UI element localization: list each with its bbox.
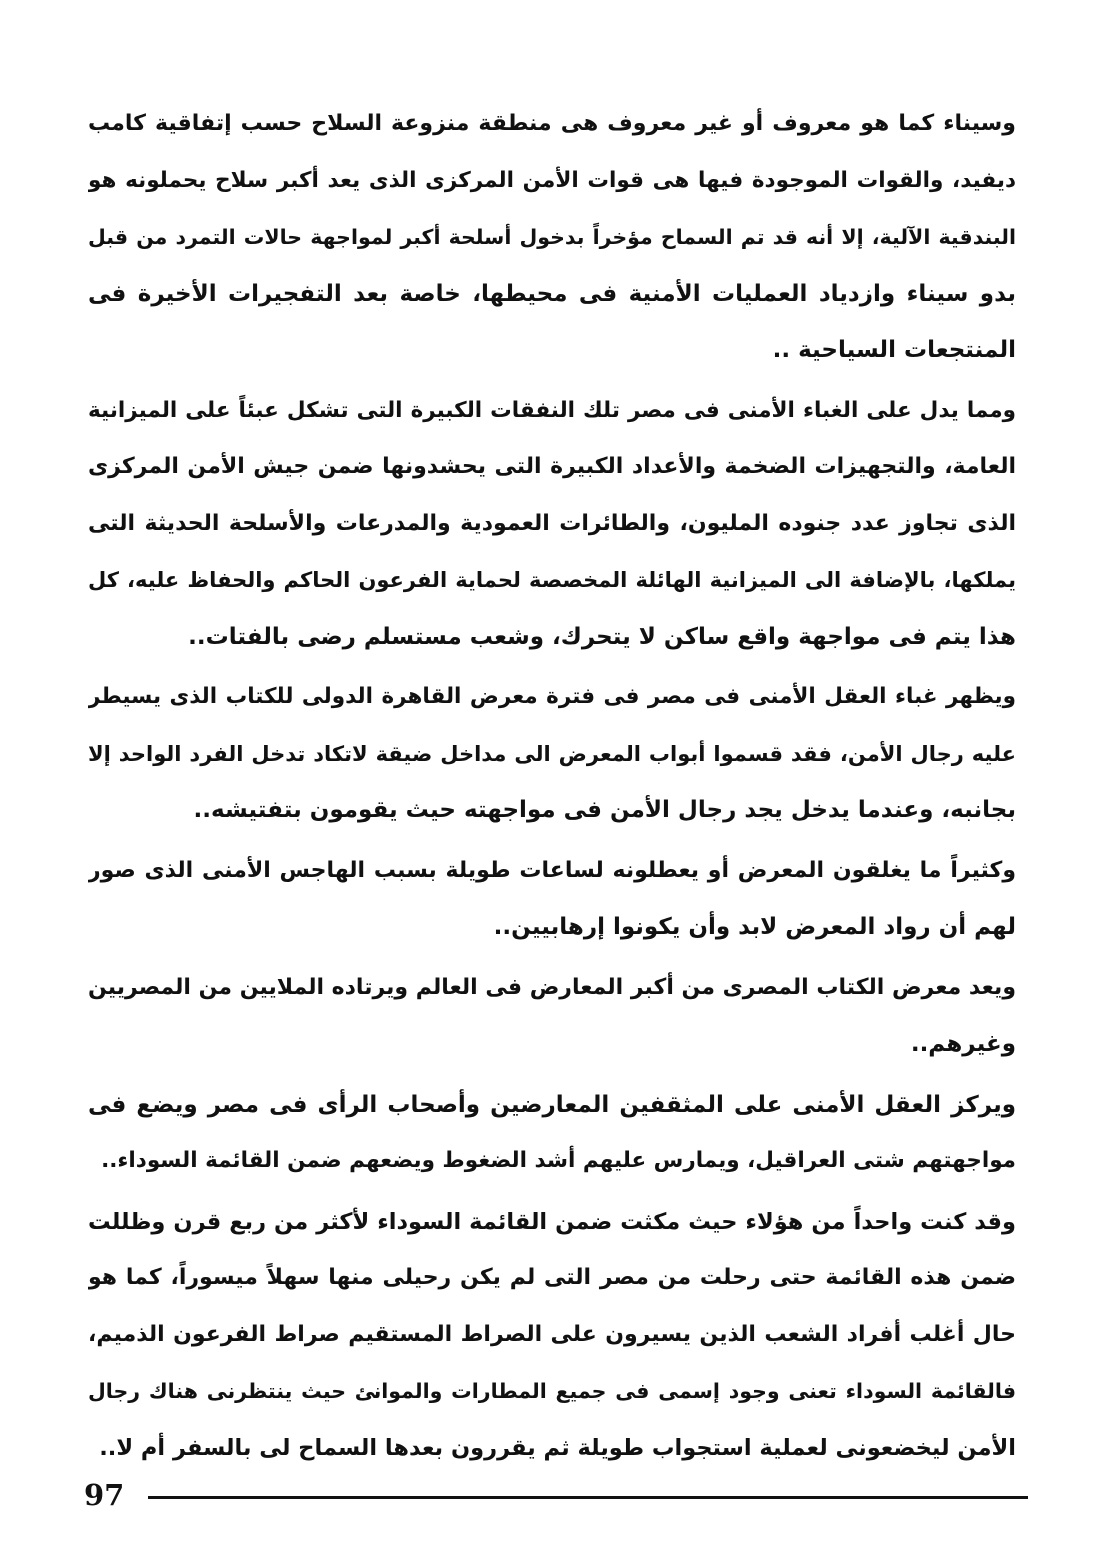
text-line: مواجهتهم شتى العراقيل، ويمارس عليهم أشد الضغوط ويضعهم ضمن القائمة السوداء.. (101, 1148, 1016, 1173)
footer-rule (148, 1496, 1028, 1499)
text-line: بجانبه، وعندما يدخل يجد رجال الأمن فى مواجهته حيث يقومون بتفتيشه.. (193, 797, 1016, 823)
text-line: ضمن هذه القائمة حتى رحلت من مصر التى لم يكن رحيلى منها سهلاً ميسوراً، كما هو (88, 1265, 1016, 1290)
text-line: وغيرهم.. (910, 1031, 1016, 1057)
text-line: بدو سيناء وازدياد العمليات الأمنية فى محيطها، خاصة بعد التفجيرات الأخيرة فى (88, 280, 1016, 307)
text-line: ومما يدل على الغباء الأمنى فى مصر تلك النفقات الكبيرة التى تشكل عبئاً على الميزانية (88, 397, 1016, 423)
text-line: ويظهر غباء العقل الأمنى فى مصر فى فترة معرض القاهرة الدولى للكتاب الذى يسيطر (88, 684, 1016, 709)
page-number: 97 (84, 1478, 125, 1512)
text-line: عليه رجال الأمن، فقد قسموا أبواب المعرض الى مداخل ضيقة لاتكاد تدخل الفرد الواحد إلا (88, 741, 1016, 766)
text-line: المنتجعات السياحية .. (772, 337, 1016, 363)
body-text (88, 96, 1016, 1476)
paragraph (88, 1077, 1016, 1190)
text-line: العامة، والتجهيزات الضخمة والأعداد الكبيرة التى يحشدونها ضمن جيش الأمن المركزى (88, 454, 1016, 479)
text-line: الأمن ليخضعونى لعملية استجواب طويلة ثم يقررون بعدها السماح لى بالسفر أم لا.. (99, 1434, 1016, 1461)
text-line: يملكها، بالإضافة الى الميزانية الهائلة المخصصة لحماية الفرعون الحاكم والحفاظ عليه، كل (88, 568, 1016, 592)
text-line: وسيناء كما هو معروف أو غير معروف هى منطقة منزوعة السلاح حسب إتفاقية كامب (88, 111, 1016, 136)
text-line: لهم أن رواد المعرض لابد وأن يكونوا إرهابيين.. (493, 914, 1016, 940)
paragraph (88, 1194, 1016, 1477)
text-line: البندقية الآلية، إلا أنه قد تم السماح مؤخراً بدخول أسلحة أكبر لمواجهة حالات التمرد من قبل (88, 225, 1016, 249)
paragraph (88, 669, 1016, 839)
paragraph (88, 960, 1016, 1073)
text-line: ويركز العقل الأمنى على المثقفين المعارضين وأصحاب الرأى فى مصر ويضع فى (88, 1091, 1016, 1118)
text-line: وكثيراً ما يغلقون المعرض أو يعطلونه لساعات طويلة بسبب الهاجس الأمنى الذى صور (88, 857, 1016, 883)
text-line: الذى تجاوز عدد جنوده المليون، والطائرات العمودية والمدرعات والأسلحة الحديثة التى (88, 510, 1016, 536)
page-footer (84, 1475, 1028, 1515)
text-line: ويعد معرض الكتاب المصرى من أكبر المعارض فى العالم ويرتاده الملايين من المصريين (88, 974, 1016, 1000)
text-line: فالقائمة السوداء تعنى وجود إسمى فى جميع المطارات والموانئ حيث ينتظرنى هناك رجال (88, 1379, 1016, 1403)
text-line: حال أغلب أفراد الشعب الذين يسيرون على الصراط المستقيم صراط الفرعون الذميم، (88, 1321, 1016, 1347)
paragraph (88, 383, 1016, 666)
text-line: ديفيد، والقوات الموجودة فيها هى قوات الأمن المركزى الذى يعد أكبر سلاح يحملونه هو (88, 167, 1016, 193)
text-line: هذا يتم فى مواجهة واقع ساكن لا يتحرك، وشعب مستسلم رضى بالفتات.. (188, 623, 1016, 650)
paragraph (88, 843, 1016, 956)
text-line: وقد كنت واحداً من هؤلاء حيث مكثت ضمن القائمة السوداء لأكثر من ربع قرن وظللت (88, 1208, 1016, 1235)
paragraph (88, 96, 1016, 379)
